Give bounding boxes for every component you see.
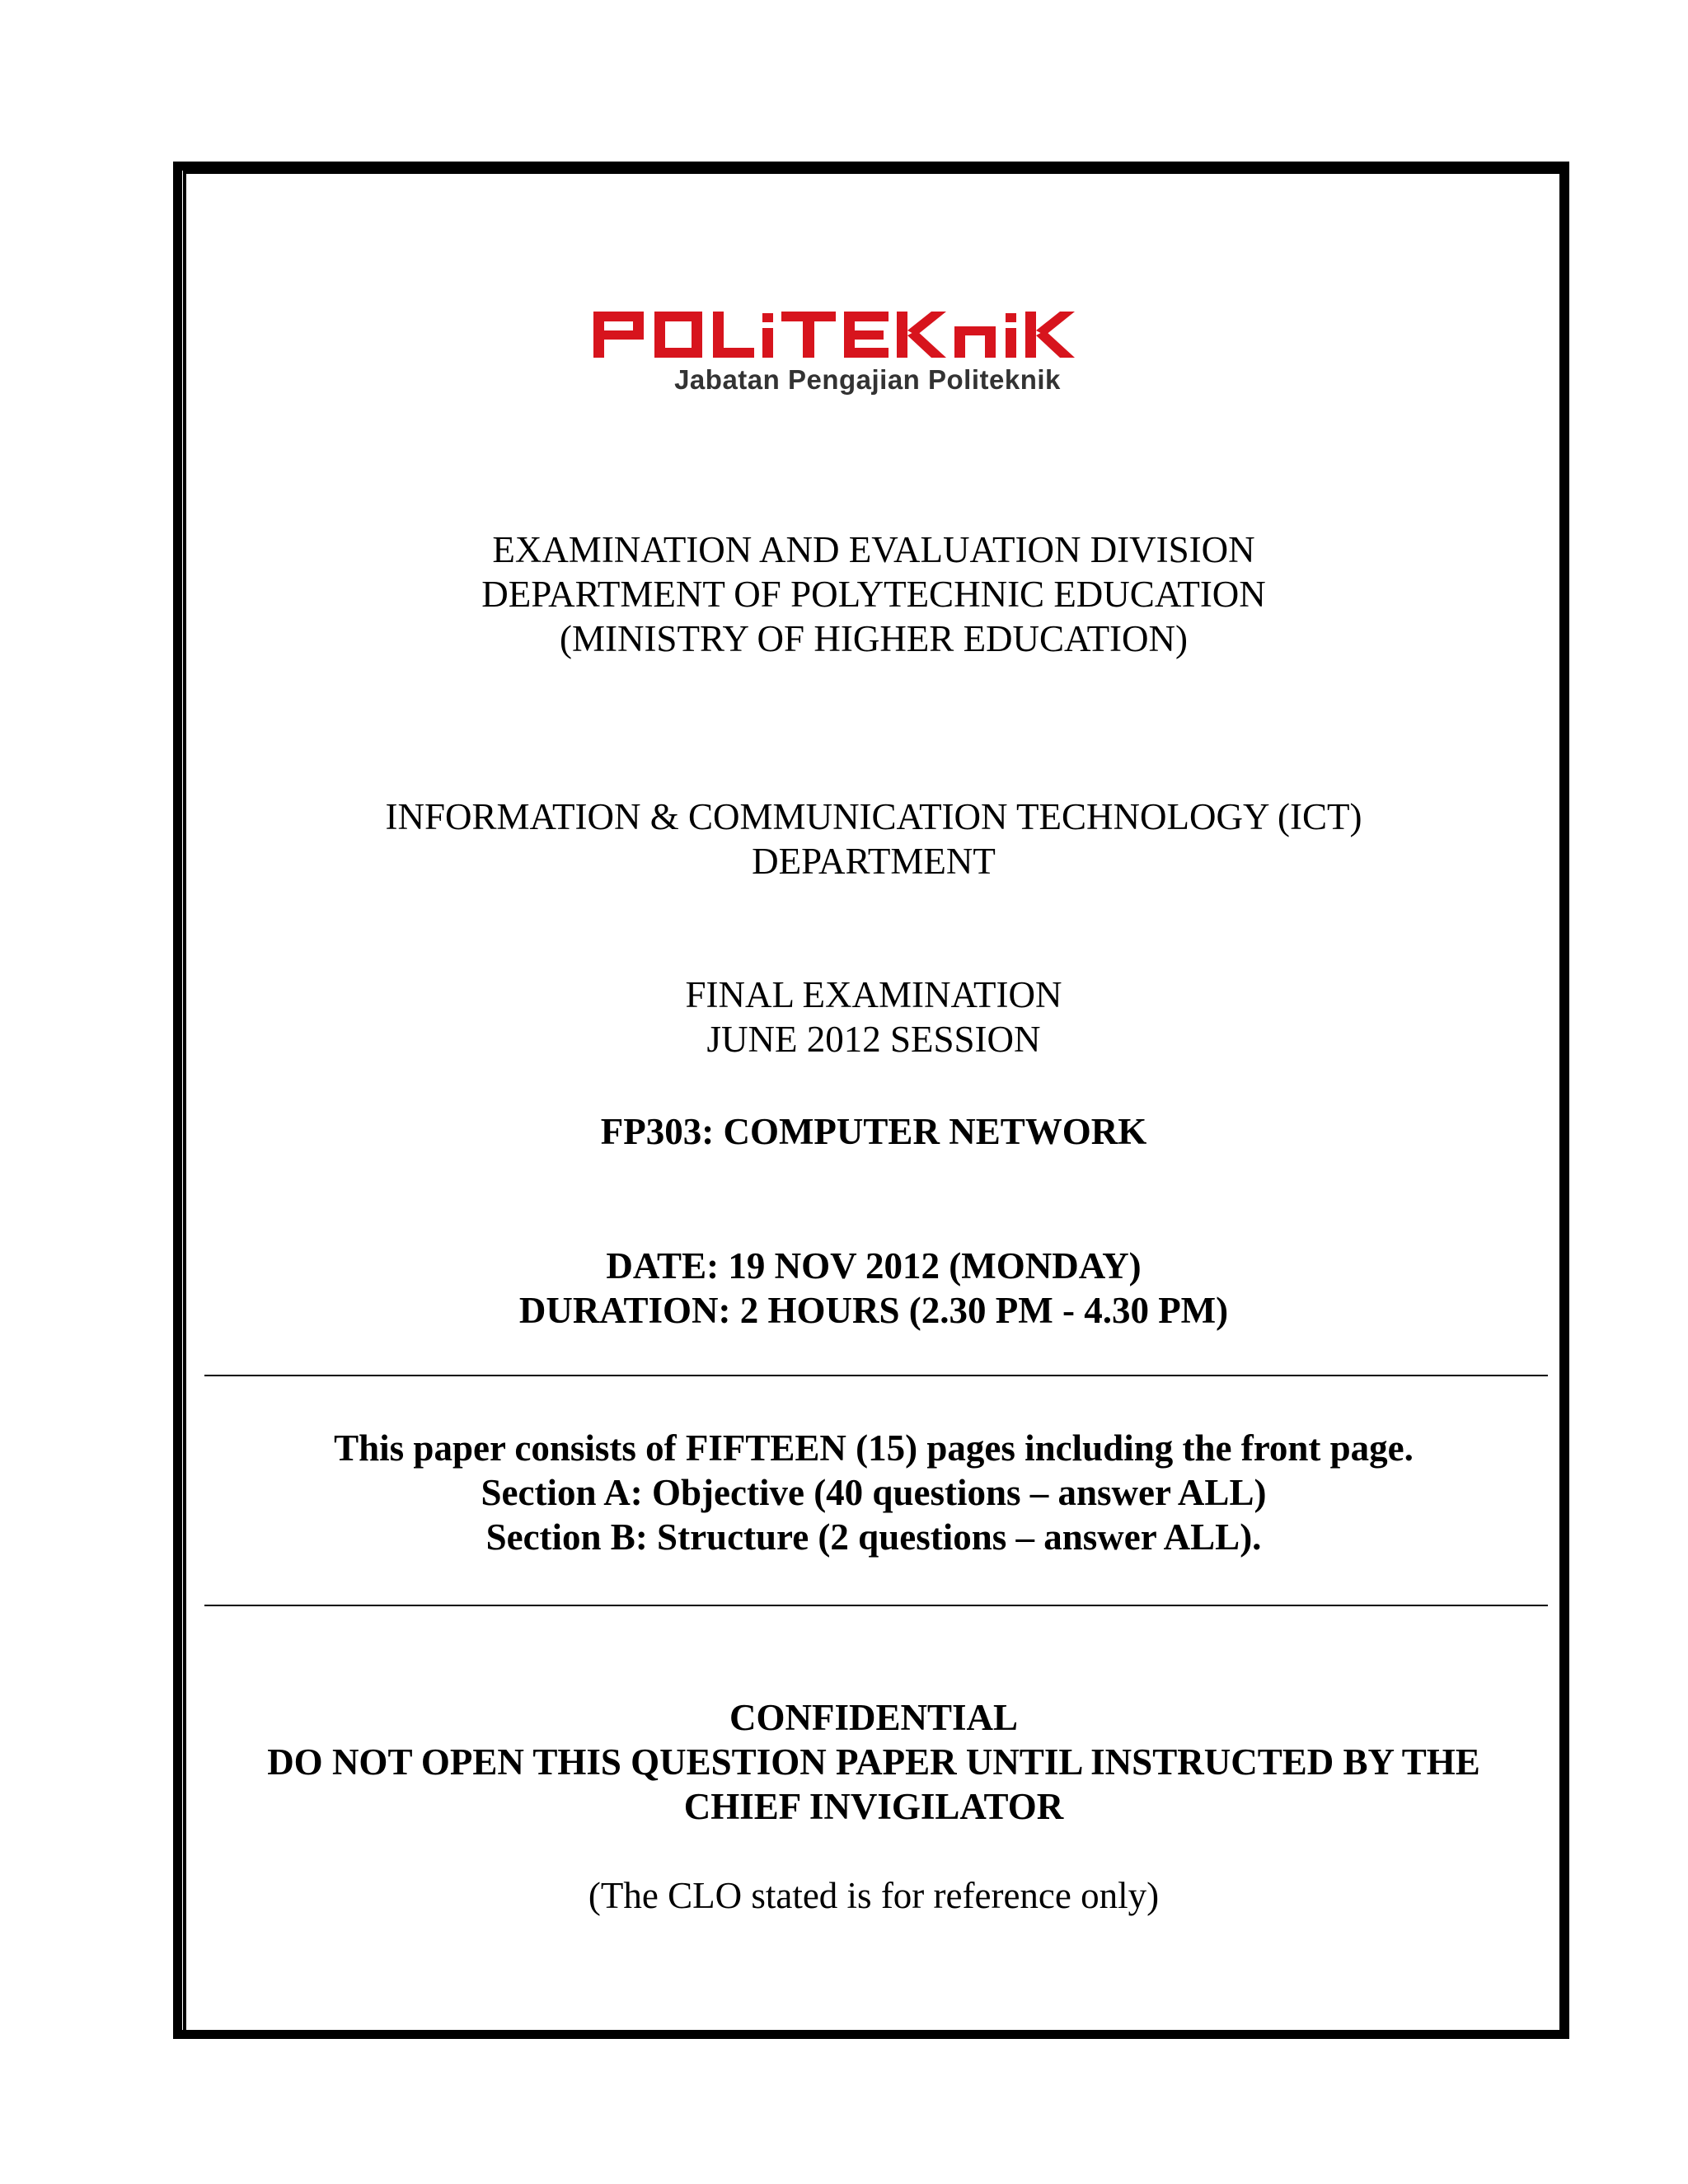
department-line-2: DEPARTMENT [752, 841, 996, 882]
clo-note [198, 1873, 1550, 1918]
division-line-1: EXAMINATION AND EVALUATION DIVISION [492, 529, 1255, 570]
paper-info [198, 1426, 1550, 1559]
exam-title [198, 972, 1550, 1062]
department-name [198, 794, 1550, 883]
course-code-name: FP303: COMPUTER NETWORK [600, 1111, 1147, 1152]
division-line-3: (MINISTRY OF HIGHER EDUCATION) [559, 618, 1189, 659]
division-header [198, 527, 1550, 661]
clo-note-text: (The CLO stated is for reference only) [588, 1875, 1160, 1916]
divider-bottom [204, 1605, 1548, 1606]
politeknik-logo [593, 303, 1142, 396]
confidential-label: CONFIDENTIAL [729, 1697, 1019, 1738]
section-b-info: Section B: Structure (2 questions – answer ALL). [485, 1516, 1262, 1558]
department-line-1: INFORMATION & COMMUNICATION TECHNOLOGY (ICT) [385, 796, 1362, 837]
division-line-2: DEPARTMENT OF POLYTECHNIC EDUCATION [481, 574, 1266, 615]
exam-schedule [198, 1244, 1550, 1333]
divider-top [204, 1375, 1548, 1376]
exam-duration: DURATION: 2 HOURS (2.30 PM - 4.30 PM) [518, 1290, 1229, 1331]
exam-date: DATE: 19 NOV 2012 (MONDAY) [606, 1245, 1142, 1286]
section-a-info: Section A: Objective (40 questions – answer ALL) [481, 1472, 1267, 1513]
politeknik-wordmark-graphic [593, 303, 1142, 363]
page-count-statement: This paper consists of FIFTEEN (15) pages including the front page. [334, 1427, 1414, 1469]
exam-session: JUNE 2012 SESSION [706, 1019, 1041, 1060]
course-title [198, 1109, 1550, 1154]
confidential-notice [198, 1695, 1550, 1829]
exam-type: FINAL EXAMINATION [685, 974, 1062, 1015]
logo-subtitle: Jabatan Pengajian Politeknik [674, 364, 1061, 395]
instruction-line-2: CHIEF INVIGILATOR [683, 1786, 1064, 1827]
instruction-line-1: DO NOT OPEN THIS QUESTION PAPER UNTIL INSTRUCTED BY THE [267, 1741, 1480, 1783]
